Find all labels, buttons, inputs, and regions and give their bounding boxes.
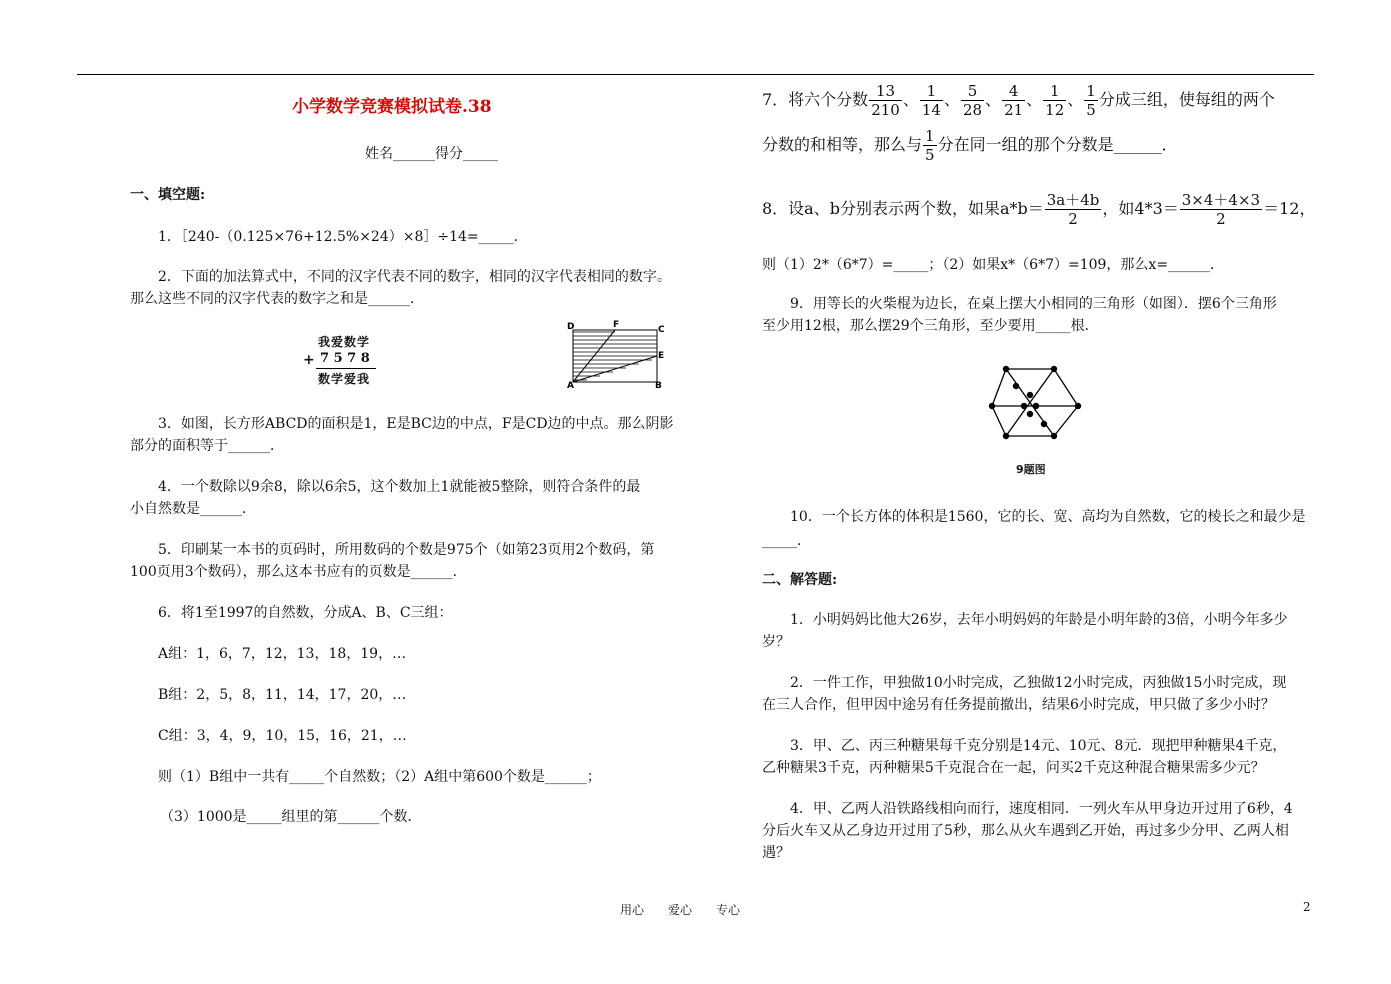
question-2-line2: 那么这些不同的汉字代表的数字之和是______． (130, 291, 424, 307)
q8-suffix: ＝12， (1263, 199, 1316, 218)
addition-sum-line (316, 368, 376, 369)
q7-sep-3: 、 (985, 90, 1002, 109)
answer-1-line2: 岁？ (762, 634, 790, 650)
q8-fraction-1: $\frac{3a+4b}{2}$ (1046, 190, 1100, 228)
answer-2-line1: 2．一件工作，甲独做10小时完成，乙独做12小时完成，丙独做15小时完成，现 (790, 675, 1287, 691)
question-9-line1: 9．用等长的火柴棍为边长，在桌上摆大小相同的三角形（如图）．摆6个三角形 (790, 296, 1277, 312)
q7-prefix: 7．将六个分数 (762, 90, 869, 109)
question-10-line2: _____． (762, 533, 811, 549)
answer-3-line1: 3．甲、乙、丙三种糖果每千克分别是14元、10元、8元．现把甲种糖果4千克， (790, 738, 1287, 754)
answer-3-line2: 乙种糖果3千克，丙种糖果5千克混合在一起，问买2千克这种混合糖果需多少元？ (762, 760, 1265, 776)
addition-row-3: 数学爱我 (318, 372, 371, 386)
addition-row-2: 7 5 7 8 (320, 351, 370, 366)
question-5-line1: 5．印刷某一本书的页码时，所用数码的个数是975个（如第23页用2个数码，第 (158, 542, 655, 558)
addition-row-1: 我爱数学 (318, 335, 371, 349)
q7-sep-2: 、 (943, 90, 960, 109)
page-number: 2 (1303, 900, 1311, 914)
answer-4-line2: 分后火车又从乙身边开过用了5秒，那么从火车遇到乙开始，再过多少分甲、乙两人相 (762, 823, 1289, 839)
section-fill-blank: 一、填空题: (130, 187, 206, 203)
question-7-line2 (762, 125, 1178, 165)
label-D: D (567, 322, 575, 332)
addition-plus-sign: + (303, 352, 315, 368)
answer-2-line2: 在三人合作，但甲因中途另有任务提前撤出，结果6小时完成，甲只做了多少小时？ (762, 697, 1275, 713)
question-7-line1 (762, 80, 1275, 120)
q7-sep-5: 、 (1067, 90, 1084, 109)
question-6-group-a: A组：1，6，7，12，13，18，19，… (158, 646, 407, 662)
q8-middle: ，如4*3＝ (1102, 199, 1179, 218)
q7-fraction-6: $\frac{1}{5}$ (1086, 81, 1096, 119)
question-4-line1: 4．一个数除以9余8，除以6余5，这个数加上1就能被5整除，则符合条件的最 (158, 479, 641, 495)
question-6-group-b: B组：2，5，8，11，14，17，20，… (158, 687, 407, 703)
question-5-line2: 100页用3个数码），那么这本书应有的页数是______． (130, 564, 467, 580)
question-2-line1: 2．下面的加法算式中，不同的汉字代表不同的数字，相同的汉字代表相同的数字。 (158, 269, 671, 285)
question-3-line1: 3．如图，长方形ABCD的面积是1，E是BC边的中点，F是CD边的中点。那么阴影 (158, 416, 674, 432)
label-F: F (613, 320, 620, 330)
question-6-ask-2: （3）1000是_____组里的第______个数． (160, 809, 422, 825)
rectangle-abcd-figure (560, 318, 670, 390)
matchstick-hexagon-figure (988, 362, 1083, 442)
question-1: 1．［240-（0.125×76+12.5%×24）×8］÷14=_____． (158, 229, 528, 245)
header-rule (77, 74, 1314, 75)
q7-sep-4: 、 (1026, 90, 1043, 109)
footer-motto: 用心 爱心 专心 (620, 903, 741, 917)
page-title: 小学数学竞赛模拟试卷.38 (292, 97, 492, 117)
rect-shading (573, 332, 657, 380)
question-8-line2: 则（1）2*（6*7）=_____；（2）如果x*（6*7）=109，那么x=______． (762, 257, 1225, 273)
label-E: E (658, 351, 665, 361)
q7-suffix: 分成三组，使每组的两个 (1098, 90, 1275, 109)
q7-fraction-4: $\frac{4}{21}$ (1004, 81, 1024, 119)
question-4-line2: 小自然数是______． (130, 501, 256, 517)
q7-sep-1: 、 (902, 90, 919, 109)
q8-fraction-2: $\frac{3\times 4+4\times 3}{2}$ (1181, 190, 1261, 228)
question-8-line1 (762, 188, 1315, 230)
question-6: 6．将1至1997的自然数，分成A、B、C三组： (158, 605, 453, 621)
question-9-line2: 至少用12根，那么摆29个三角形，至少要用_____根． (762, 318, 1099, 334)
q7-line2-fraction: $\frac{1}{5}$ (925, 126, 935, 164)
name-score-line: 姓名______得分_____ (365, 146, 498, 162)
answer-4-line1: 4．甲、乙两人沿铁路线相向而行，速度相同．一列火车从甲身边开过用了6秒，4 (790, 801, 1293, 817)
question-6-group-c: C组：3，4，9，10，15，16，21，… (158, 728, 407, 744)
figure-9-caption: 9题图 (1016, 463, 1046, 476)
q7-fraction-5: $\frac{1}{12}$ (1045, 81, 1065, 119)
label-A: A (567, 381, 574, 391)
answer-4-line3: 遇？ (762, 845, 790, 861)
label-B: B (655, 381, 662, 391)
label-C: C (658, 325, 665, 335)
q7-fraction-3: $\frac{5}{28}$ (962, 81, 983, 119)
q7-fraction-1: $\frac{13}{210}$ (871, 81, 900, 119)
q7-line2-suffix: 分在同一组的那个分数是______． (937, 135, 1178, 154)
q7-fraction-2: $\frac{1}{14}$ (921, 81, 941, 119)
q7-line2-prefix: 分数的和相等，那么与 (762, 135, 923, 154)
q8-prefix: 8．设a、b分别表示两个数，如果a*b＝ (762, 199, 1044, 218)
answer-1-line1: 1．小明妈妈比他大26岁，去年小明妈妈的年龄是小明年龄的3倍，小明今年多少 (790, 612, 1288, 628)
question-6-ask-1: 则（1）B组中一共有_____个自然数；（2）A组中第600个数是______； (158, 769, 601, 785)
question-10-line1: 10．一个长方体的体积是1560，它的长、宽、高均为自然数，它的棱长之和最少是 (790, 509, 1306, 525)
section-answer: 二、解答题: (762, 572, 838, 588)
question-3-line2: 部分的面积等于______． (130, 438, 284, 454)
